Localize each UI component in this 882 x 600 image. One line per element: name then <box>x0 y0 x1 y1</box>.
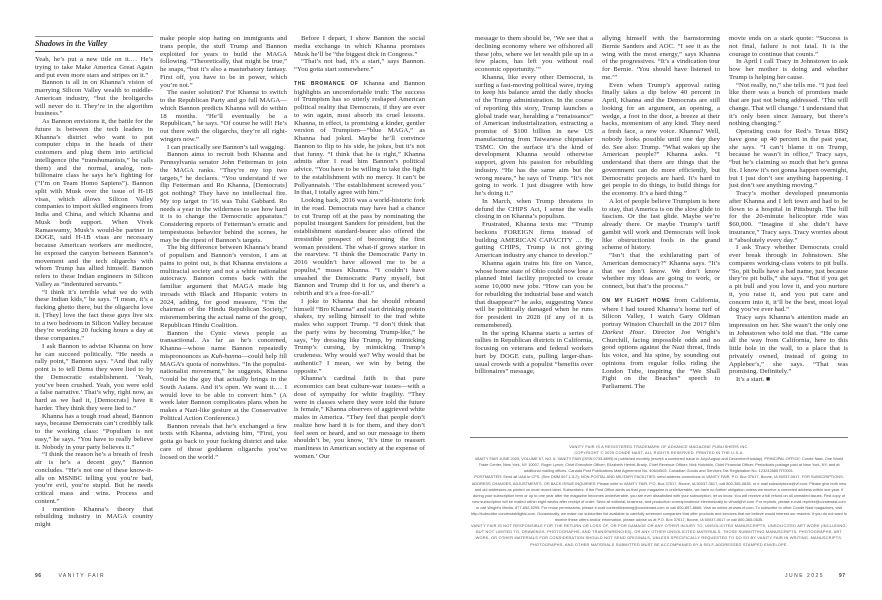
body-text: I ask Tracy whether Democrats could ever break through in Johnstown. She compares working-class voters to pit bulls. “So, pit bulls have a bad name, just because they’re pit bulls,” she says. “But if you get a pit bull and you love it, and you nurture it, you raise it, and you put care and concern into it, it’ll be the best, most loyal dog you’ve ever had.” <box>729 244 848 314</box>
body-text: It’s a start. ■ <box>736 376 771 383</box>
paragraph <box>602 297 720 391</box>
colophon <box>470 437 848 548</box>
left-page-footer <box>35 573 105 579</box>
paragraph <box>475 198 593 221</box>
body-text: The easier solution? For Khanna to switch to the Republican Party and go full MAGA—which Bannon predicts Khanna will do within 18 months. “He’ll eventually be a Republican,” he says. “Of course he will! He’s out there with the oligarchs, they’re all right-wingers now.” <box>160 89 287 143</box>
paragraph <box>35 118 153 289</box>
paragraph <box>294 197 425 298</box>
body-text: Even when Trump’s approval rating finally takes a dip below 40 percent in April, Khanna and the Democrats are still looking for an argument, an opening, a wedge, a foot in the door, a breeze at their backs, momentum of any kind. They need a fresh face, a new voice. Khanna? Well, nobody looks possible until one day they do. See also: Trump. “What wakes up the American people?” Khanna asks. “I understand that there are things that the government can do more efficiently, but Democratic projects are hard. It’s hard to get people to do things, to build things for the economy. It’s a hard thing.” <box>602 81 720 197</box>
paragraph <box>35 451 153 505</box>
body-text: Tracy’s mother developed pneumonia after Khanna and I left town and had to be flown to a hospital in Pittsburgh. The bill for the 20-minute helicopter ride was $60,000. “Imagine if she didn’t have insurance,” Tracy says. Tracy worries about it “absolutely every day.” <box>729 190 848 244</box>
page-number-left: 96 <box>35 573 42 579</box>
body-text: “Not really, no,” she tells me. “I just feel like there was a bunch of promises made that are just not being addressed. ‘This will change. That will change.’ I understand that it’s only been since January, but there’s nothing changing.” <box>729 81 848 128</box>
paragraph <box>160 330 287 423</box>
paragraph <box>160 144 287 152</box>
body-text: Tracy says Khanna’s attention made an impression on her. She wasn’t the only one in Johnstown who told me that. “He came all the way from California, here to this little hole in the wall, to a place that is privately owned, instead of going to Applebee’s,” she says. “That was promising. Definitely.” <box>729 314 848 376</box>
paragraph <box>729 314 848 376</box>
paragraph <box>160 89 287 143</box>
body-text: Khanna’s cardinal faith is that pure economics can beat culture-war issues—with a dose of sympathy for white fragility. “They were in classes where they were told the future is female,” Khanna observes of aggrieved white males in America. “They feel that people don’t realize how hard it is for them, and they don’t feel seen or heard, and so our message to them shouldn’t be, you know, ‘It’s time to reassert manliness in American society at the expense of women.’ Our <box>294 375 425 460</box>
paragraph <box>729 58 848 81</box>
article-column-5 <box>602 35 720 391</box>
body-text: I mention Khanna’s theory that rebuilding industry in MAGA country might <box>35 505 153 528</box>
paragraph <box>35 56 153 79</box>
body-text: Operating costs for Red’s Texas BBQ have gone up 40 percent in the past year, she says. “I can’t blame it on Trump, because he wasn’t in office,” Tracy says, “but he’s claiming so much that he’s gonna fix. I know it’s not gonna happen overnight, but I just don’t see anything happening. I just don’t see anything moving.” <box>729 128 848 190</box>
article-column-4 <box>475 35 593 376</box>
body-text: Bannon the Cynic views people as transactional. As far as he’s concerned, Khanna—whose name Bannon repeatedly mispronounces as <box>160 329 287 360</box>
colophon-line: POSTMASTER: Send all UAA to CFS. (See DMM 507.1.5.2); NON-POSTAL AND MILITARY FACILITIES: send address corrections to VANITY FAIR, P.O. Box 37617, Boone, IA 50037-0617. FOR SUBSCRIPTIONS, ADDRESS CHANGES, ADJUSTMENTS, OR BACK ISSUE INQUIRIES: Please write to VANITY FAIR, P.O. Box 37617, Boone, IA 50037-0617, call 800-365-0635, or e-mail subscriptions@vf.com. Please give both new and old addresses as printed on most recent label. Subscribers: If the Post Office alerts us that your magazine is undeliverable, we have no further obligation unless we receive a corrected address within one year. If during your subscription term or up to one year after the magazine becomes undeliverable, you are ever dissatisfied with your subscription, let us know. You will receive a full refund on all unmailed issues. First copy of new subscription will be mailed within eight weeks after receipt of order. Send all editorial, business, and production correspondence electronically to vfmail@vf.com. For reprints, please e-mail reprints@condenast.com or call Wright's Media, 877-652-5295. For reuse permissions, please e-mail contentlicensing@condenast.com or call 800-897-8666. Visit us online at www.vf.com. To subscribe to other Condé Nast magazines, visit http://subscribe.condenastdigital.com. Occasionally, we make our subscriber list available to carefully screened companies that offer products and services that we believe would interest our readers. If you do not want to receive these offers and/or information, please advise us at P.O. Box 37617, Boone, IA 50037-0617 or call 800-365-0635. <box>470 474 848 523</box>
paragraph <box>35 79 153 118</box>
paragraph <box>729 35 848 58</box>
body-text: Khanna, like every other Democrat, is surfing a fast-moving political wave, trying to keep his balance amid the daily shocks of the Trump administration. In the course of reporting this story, Trump launches a global trade war, heralding a “renaissance” of American industrialization, extracting a promise of $100 billion in new US manufacturing from Taiwanese chipmaker TSMC. On the surface it’s the kind of development Khanna would otherwise support, given his passion for rebuilding industry. “He has the same aim but the wrong means,” he says of Trump. “It’s not going to work. I just disagree with how he’s doing it.” <box>475 73 593 197</box>
paragraph <box>35 506 153 529</box>
body-text: I joke to Khanna that he should rebrand himself “Bro Khanna” and start drinking protein shakes, try selling himself to the trad white males who support Trump. “I don’t think that the party wins by becoming Trump-like,” he says, “by dressing like Trump, by mimicking Trump’s cursing, by mimicking Trump’s crudeness. Why would we? Why would that be authentic? I mean, we win by being the opposite.” <box>294 297 425 375</box>
body-text: Frustrated, Khanna texts me: “Trump beckons FOREIGN firms instead of building AMERICAN CAPACITY … By gutting CHIPS, Trump is not giving American industry any chance to develop.” <box>475 221 593 259</box>
paragraph <box>294 35 425 58</box>
article-column-6 <box>729 35 848 384</box>
publication-name: VANITY FAIR <box>58 573 106 579</box>
body-text: In March, when Trump threatens to defund the CHIPS Act, I sense the walls closing in on Khanna’s populism. <box>475 197 593 221</box>
paragraph <box>475 330 593 377</box>
paragraph <box>602 35 720 82</box>
paragraph <box>729 190 848 244</box>
colophon-line: VANITY FAIR IS NOT RESPONSIBLE FOR THE RETURN OR LOSS OF, OR FOR DAMAGE OR ANY OTHER INJURY TO, UNSOLICITED MANUSCRIPTS, UNSOLICITED ART WORK (INCLUDING, BUT NOT LIMITED TO, DRAWINGS, PHOTOGRAPHS, AND TRANSPARENCIES), OR ANY OTHER UNSOLICITED MATERIALS. THOSE SUBMITTING MANUSCRIPTS, PHOTOGRAPHS, ART WORK, OR OTHER MATERIALS FOR CONSIDERATION SHOULD NOT SEND ORIGINALS, UNLESS SPECIFICALLY REQUESTED TO DO SO BY VANITY FAIR IN WRITING. MANUSCRIPTS, PHOTOGRAPHS, AND OTHER MATERIALS SUBMITTED MUST BE ACCOMPANIED BY A SELF-ADDRESSED STAMPED ENVELOPE. <box>471 523 847 547</box>
section-title: Shadows in the Valley <box>35 36 153 52</box>
body-text: A lot of people believe Trumpism is here to stay, that America is on the slow glide to fascism. Or the fast glide. Maybe we’re already there. Or maybe Trump’s tariff gambit will work and Democrats will look like obstructionist fools in the grand scheme of history. <box>602 197 720 252</box>
body-text: . Director Joe Wright’s Churchill, facing impossible odds and no good options against the Nazi threat, finds his voice, and his spine, by sounding out opinions from regular folks riding the London Tube, inspiring the “We Shall Fight on the Beaches” speech to Parliament. The <box>602 328 721 390</box>
paragraph <box>729 128 848 190</box>
paragraph <box>475 74 593 198</box>
paragraph <box>729 244 848 314</box>
body-text: Bannon aims to recruit both Khanna and Pennsylvania senator John Fetterman to join the MAGA ranks. “They’re my top two targets,” he declares. “You understand if we flip Fetterman and Ro Khanna, [Democrats] got nothing? They have no intellectual fire. My top target in ’16 was Tulsi Gabbard. Ro needs a year in the wilderness to see how hard it is to change the Democratic apparatus.” Considering reports of Fetterman’s erratic and tempestuous behavior behind the scenes, he may be the ripest of Bannon’s targets. <box>160 151 287 244</box>
body-text: allying himself with the barnstorming Bernie Sanders and AOC. “I see it as the wing with the most energy,” says Khanna of the progressives. “It’s a vindication tour for Bernie. ‘You should have listened to me.’” <box>602 35 720 81</box>
body-text: In the spring Khanna starts a series of rallies in Republican districts in California, focusing on veterans and federal workers hurt by DOGE cuts, pulling larger-than-usual crowds with a populist “benefits over billionaires” message, <box>475 329 593 376</box>
paragraph <box>294 375 425 460</box>
paragraph <box>475 35 593 74</box>
paragraph <box>35 413 153 452</box>
page-number-right: 97 <box>838 573 846 579</box>
body-text: Khanna again trains his fire on Vance, whose home state of Ohio could now lose a planned Intel facility projected to create some 10,000 new jobs. “How can you be for rebuilding the industrial base and watch that disappear?” he asks, suggesting Vance will be politically damaged when he runs for president in 2028 (if any of it is remembered). <box>475 259 593 329</box>
article-column-1 <box>35 36 153 529</box>
body-text: movie ends on a stark quote: “Success is not final, failure is not fatal. It is the courage to continue that counts.” <box>729 35 848 58</box>
body-text: Bannon reveals that he’s exchanged a few texts with Khanna, advising him, “First, you gotta go back to your fucking district and take care of those goddamn oligarchs you’ve loosed on the world.” <box>160 422 287 461</box>
paragraph <box>475 260 593 330</box>
body-text: Looking back, 2016 was a world-historic fork in the road. Democrats may have had a chance to cut Trump off at the pass by nominating the populist insurgent Sanders for president, but the establishment standard-bearer also offered the irresistible prospect of becoming the first woman president. The what-if grows starker in the rearview. “I think the Democratic Party in 2016 wouldn’t have allowed me to be a populist,” muses Khanna. “I couldn’t have smashed the Democratic Party myself, but Bannon and Trump did it for us, and there’s a rebirth and it’s a free-for-all.” <box>294 197 425 297</box>
body-text: Yeah, he’s put a new title on it.… He’s trying to take Make America Great Again and put even more stars and stripes on it.” <box>35 56 153 79</box>
paragraph <box>160 423 287 462</box>
body-text: make people stop hating on immigrants and trans people, the stuff Trump and Bannon exploited for years to build the MAGA following. “Theoretically, that might be true,” he snaps, “but it’s also a masturbatory fantasy. First off, you have to be in power, which you’re not.” <box>160 35 287 89</box>
body-text: —could help fill MAGA’s quota of nonwhites. “In the populist-nationalist movement,” he suggests, Khanna “could be the guy that actually brings in the South Asians. And it’s open. We want it.… I would love to be able to convert him.” (A week later Bannon complicates plans when he makes a Nazi-like gesture at the Conservative Political Action Conference.) <box>160 352 287 422</box>
paragraph <box>294 58 425 74</box>
article-column-3 <box>294 35 425 461</box>
paragraph <box>602 82 720 198</box>
right-page-footer <box>785 573 846 579</box>
italic-text: Kuh-hanna <box>210 352 242 360</box>
body-text: from California, where I had toured Khanna’s home turf of Silicon Valley, I watch Gary Oldman portray Winston Churchill in the 2017 film <box>602 296 720 328</box>
body-text: As Bannon envisions it, the battle for the future is between the tech leaders in Khanna’s district who want to put computer chips in the heads of their customers and plug them into artificial intelligence (the “transhumanists,” he calls them) and the normal, analog, non-billionaire class he says he’s fighting for (“I’m on Team Homo Sapiens”). Bannon split with Musk over the issue of H-1B visas, which allows Silicon Valley companies to import skilled engineers from India and China, and which Khanna and Musk both support. When Vivek Ramaswamy, Musk’s would-be partner in DOGE, said H-1B visas are necessary because American workers are mediocre, he exposed the canyon between Bannon’s movement and the tech oligarchs with whom Trump has allied himself. Bannon refers to these Indian engineers in Silicon Valley as “indentured servants.” <box>35 118 153 288</box>
body-text: Before I depart, I show Bannon the social media exchange in which Khanna promises Musk he’ll be “the biggest dick in Congress.” <box>294 35 425 58</box>
paragraph <box>160 151 287 244</box>
body-text: Khanna and Bannon highlights an uncomfortable truth: The success of Trumpism has so utterly reshaped American political reality that Democrats, if they are ever to win again, must absorb its cruel lessons. Khanna, in effect, is promising a kinder, gentler version of Trumpism—“blue MAGA,” as Khanna had joked. Maybe he’ll convince Bannon to flip to his side, he jokes, but it’s not that funny. “I think that he is right,” Khanna admits after I read him Bannon’s political advice. “You have to be willing to take the fight to the establishment with no mercy. It can’t be Pollyannaish. ‘The establishment screwed you.’ In that, I totally agree with him.” <box>294 79 425 197</box>
section-lead-in: THE BROMANCE OF <box>294 80 364 87</box>
paragraph <box>160 244 287 329</box>
italic-text: Darkest Hour <box>602 328 645 336</box>
paragraph <box>729 376 848 384</box>
paragraph <box>160 35 287 89</box>
colophon-line: VANITY FAIR IS A REGISTERED TRADEMARK OF ADVANCE MAGAZINE PUBLISHERS INC. <box>569 444 749 449</box>
paragraph <box>602 198 720 252</box>
body-text: The big difference between Khanna’s brand of populism and Bannon’s version, I am at pains to point out, is that Khanna envisions a multiracial society and not a white nationalist autocracy. Bannon comes back with the familiar argument that MAGA made big inroads with Black and Hispanic voters in 2024, adding, for good measure, “I’m the chairman of the Hindu Republican Society,” misremembering the actual name of the group, Republican Hindu Coalition. <box>160 244 287 329</box>
section-lead-in: ON MY FLIGHT HOME <box>602 297 675 304</box>
body-text: I ask Bannon to advise Khanna on how he can succeed politically. “He needs a rally point,” Bannon says. “And that rally point is to tell Dems they were lied to by the Democratic establishment. ‘Yeah, you’ve been crushed. Yeah, you were sold a false narrative.’ That’s why, right now, as hard as we had it, [Democrats] have it harder. They think they were lied to.” <box>35 342 153 412</box>
body-text: “I think it’s terrible what we do with these Indian kids,” he says. “I mean, it’s a fucking ghetto there, but the oligarchs love it. [They] love the fact these guys live six to a two bedroom in Silicon Valley because they’re working 20 fucking hours a day at these companies.” <box>35 288 153 342</box>
paragraph <box>602 252 720 291</box>
body-text: Bannon is all in on Khanna’s vision of marrying Silicon Valley wealth to middle-American industry, “but the broligarchs will never do it. They’re in the algorithm business.” <box>35 79 153 118</box>
body-text: “I think the reason he’s a breath of fresh air is he’s a decent guy,” Bannon concludes. “He’s not one of these know-it-alls on MSNBC telling you you’re bad, you’re evil, you’re stupid. But he needs critical mass and wins. Process and content.” <box>35 451 153 505</box>
issue-date: JUNE 2025 <box>785 573 825 579</box>
body-text: Khanna has a tough road ahead, Bannon says, because Democrats can’t credibly talk to the working class: “Populism is not easy,” he says. “You have to really believe it. Nobody in your party believes it.” <box>35 412 153 451</box>
body-text: In April I call Tracy in Johnstown to ask how her mother is doing and whether Trump is helping her cause. <box>729 58 848 81</box>
paragraph <box>294 80 425 197</box>
colophon-line: VANITY FAIR JUNE 2025, VOLUME 67, NO. 6. VANITY FAIR (ISSN 0733-8899) is published monthly (except a combined issue in July/August and December/Holiday). PRINCIPAL OFFICE: Condé Nast, One World Trade Center, New York, NY 10007. Roger Lynch, Chief Executive Officer; Elizabeth Herbst-Brady, Chief Revenue Officer; Nick Hotchkin, Chief Financial Officer. Periodicals postage paid at New York, NY, and at additional mailing offices. Canada Post Publications Mail Agreement No. 40644503. Canadian Goods and Services Tax Registration No. 123242885 RT0001. <box>474 456 844 474</box>
article-column-2 <box>160 35 287 461</box>
body-text: I can practically see Bannon’s tail wagging. <box>167 143 285 151</box>
paragraph <box>294 298 425 376</box>
body-text: “Isn’t that the exhilarating part of American democracy?” Khanna says. “It’s that we don’t know. We don’t know whether my ideas are going to work, or connect, but that’s the process.” <box>602 252 720 290</box>
paragraph <box>729 82 848 129</box>
paragraph <box>475 221 593 260</box>
colophon-line: COPYRIGHT © 2025 CONDÉ NAST. ALL RIGHTS RESERVED. PRINTED IN THE U.S.A. <box>574 450 744 456</box>
paragraph <box>35 343 153 413</box>
paragraph <box>35 289 153 343</box>
body-text: message to them should be, ‘We see that a declining economy where we offshored all these jobs, where we let wealth pile up in a few places, has left you without real economic opportunity.’” <box>475 35 593 73</box>
body-text: “That’s not bad, it’s a start,” says Bannon. “You gotta start somewhere.” <box>294 58 425 73</box>
